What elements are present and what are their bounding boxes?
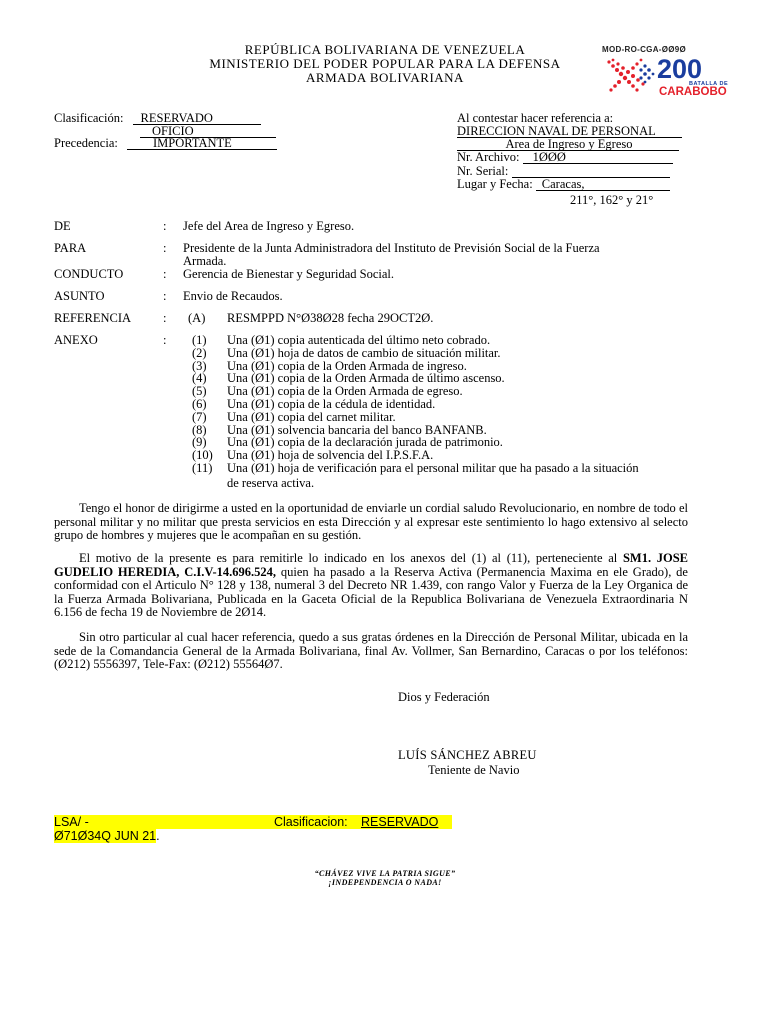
svg-text:200: 200	[657, 54, 703, 84]
from-label: DE	[54, 219, 71, 233]
annex-item: Una (Ø1) hoja de verificación para el personal militar que ha pasado a la situación	[227, 461, 639, 475]
document-type-value: OFICIO	[140, 125, 276, 138]
subject-colon: :	[163, 289, 167, 303]
signer-name: LUÍS SÁNCHEZ ABREU	[398, 748, 537, 762]
header-line-2: MINISTERIO DEL PODER POPULAR PARA LA DEFENSA	[209, 56, 561, 71]
svg-text:BATALLA DE: BATALLA DE	[689, 81, 729, 87]
to-label: PARA	[54, 241, 87, 255]
annex-number: (11)	[192, 461, 213, 475]
annex-item: Una (Ø1) copia de la Orden Armada de último ascenso.	[227, 371, 505, 386]
slogan-line-2: ¡INDEPENDENCIA O NADA!	[328, 878, 442, 887]
annex-item: Una (Ø1) solvencia bancaria del banco BANFANB.	[227, 422, 487, 437]
document-code: MOD-RO-CGA-ØØ9Ø	[602, 45, 687, 54]
to-colon: :	[163, 241, 167, 255]
body-paragraph-2-subject: SM1. JOSE GUDELIO HEREDIA, C.I.V-14.696.524,	[54, 551, 689, 579]
precedence-label: Precedencia:	[54, 136, 118, 150]
header-line-1: REPÚBLICA BOLIVARIANA DE VENEZUELA	[244, 42, 526, 57]
annex-item: Una (Ø1) hoja de solvencia del I.P.S.F.A.	[227, 448, 434, 463]
footer-dtg-row: Ø71Ø34Q JUN 21.	[54, 829, 160, 843]
channel-value: Gerencia de Bienestar y Seguridad Social.	[183, 267, 395, 281]
channel-colon: :	[163, 267, 167, 281]
precedence-row	[54, 137, 277, 150]
archive-row	[457, 151, 673, 164]
annex-item: Una (Ø1) copia del carnet militar.	[227, 409, 396, 424]
channel-label: CONDUCTO	[54, 267, 124, 281]
precedence-value: IMPORTANTE	[127, 137, 277, 150]
annex-number: (9)	[192, 435, 207, 450]
archive-value: 1ØØØ	[523, 151, 673, 164]
header-line-3: ARMADA BOLIVARIANA	[306, 70, 464, 85]
from-value: Jefe del Area de Ingreso y Egreso.	[183, 219, 355, 233]
annex-number: (2)	[192, 345, 207, 360]
reply-intro: Al contestar hacer referencia a:	[457, 111, 614, 125]
annex-number: (3)	[192, 358, 207, 373]
annex-item: Una (Ø1) copia de la declaración jurada de patrimonio.	[227, 435, 503, 450]
archive-label: Nr. Archivo:	[457, 150, 520, 164]
classification-value: RESERVADO	[133, 112, 261, 125]
footer-class-value: RESERVADO	[361, 815, 439, 829]
annex-label: ANEXO	[54, 333, 98, 347]
annex-item: Una (Ø1) copia de la Orden Armada de ingreso.	[227, 358, 467, 373]
from-colon: :	[163, 219, 167, 233]
reply-unit: DIRECCION NAVAL DE PERSONAL	[457, 125, 682, 138]
classification-label: Clasificación:	[54, 111, 124, 125]
annex-number: (10)	[192, 448, 213, 463]
annex-number: (6)	[192, 397, 207, 411]
place-date-label: Lugar y Fecha:	[457, 177, 533, 191]
carabobo-200-logo-icon	[605, 52, 745, 100]
reply-area: Area de Ingreso y Egreso	[457, 138, 679, 151]
serial-label: Nr. Serial:	[457, 164, 509, 178]
svg-text:CARABOBO: CARABOBO	[659, 86, 727, 98]
annex-item: Una (Ø1) hoja de datos de cambio de situación militar.	[227, 345, 501, 360]
reference-label: REFERENCIA	[54, 311, 132, 325]
place-date-value: Caracas,	[536, 178, 670, 191]
footer-initials: LSA/ -	[54, 815, 89, 829]
footer-class-label: Clasificacion:	[274, 815, 348, 829]
annex-number: (5)	[192, 384, 207, 399]
place-date-row	[457, 178, 670, 191]
footer-dtg: Ø71Ø34Q JUN 21	[54, 829, 157, 843]
annex-number: (7)	[192, 409, 207, 424]
subject-label: ASUNTO	[54, 289, 105, 303]
slogan-line-1: “CHÁVEZ VIVE LA PATRIA SIGUE”	[314, 869, 456, 878]
annex-colon: :	[163, 333, 167, 347]
annex-item: Una (Ø1) copia autenticada del último neto cobrado.	[227, 333, 491, 347]
to-value-line-2: Armada.	[183, 254, 227, 268]
body-paragraph-1: Tengo el honor de dirigirme a usted en la oportunidad de enviarle un cordial saludo Revolucionario, en nombre de todo el personal militar y no militar que presta servicios en esta Dirección y al expresar este sentimiento lo hago extensivo al selecto grupo de hombres y mujeres que le acompañan en su gestión.	[54, 501, 688, 542]
body-paragraph-2: El motivo de la presente es para remitirle lo indicado en los anexos del (1) al (11), perteneciente al SM1. JOSE GUDELIO HEREDIA, C.I.V-14.696.524, quien ha pasado a la Reserva Activa (Permanencia Maxima en ele Grado), de conformidad con el Articulo N° 128 y 138, numeral 3 del Decreto NR 1.439, con rango Valor y Fuerza de la Ley Organica de la Fuerza Armada Bolivariana, Publicada en la Gaceta Oficial de la Republica Bolivariana de Venezuela Extraordinaria N 6.156 de fecha 19 de Noviembre de 2Ø14.	[54, 551, 689, 619]
bicentennial-logo	[605, 52, 745, 100]
annex-number: (4)	[192, 371, 207, 386]
annex-item: Una (Ø1) copia de la cédula de identidad.	[227, 397, 436, 411]
footer-classification-bar	[54, 815, 452, 829]
body-paragraph-3: Sin otro particular al cual hacer referencia, quedo a sus gratas órdenes en la Dirección de Personal Militar, ubicada en la sede de la Comandancia General de la Armada Bolivariana, final Av. Vollmer, San Bernardino, Caracas o por los teléfonos: (Ø212) 5556397, Tele-Fax: (Ø212) 55564Ø7.	[54, 630, 688, 671]
annex-11-continuation: de reserva activa.	[227, 476, 315, 490]
annex-number: (1)	[192, 333, 207, 347]
annex-item: Una (Ø1) copia de la Orden Armada de egreso.	[227, 384, 463, 399]
to-value-line-1: Presidente de la Junta Administradora del Instituto de Previsión Social de la Fuerza	[183, 241, 600, 255]
closing-salutation: Dios y Federación	[398, 690, 490, 704]
signer-rank: Teniente de Navio	[428, 763, 520, 777]
reference-value: RESMPPD N°Ø38Ø28 fecha 29OCT2Ø.	[227, 311, 434, 325]
annex-number: (8)	[192, 422, 207, 437]
historical-years: 211°, 162° y 21°	[570, 193, 654, 207]
reference-colon: :	[163, 311, 167, 325]
subject-value: Envio de Recaudos.	[183, 289, 283, 303]
reference-tag: (A)	[188, 311, 206, 325]
